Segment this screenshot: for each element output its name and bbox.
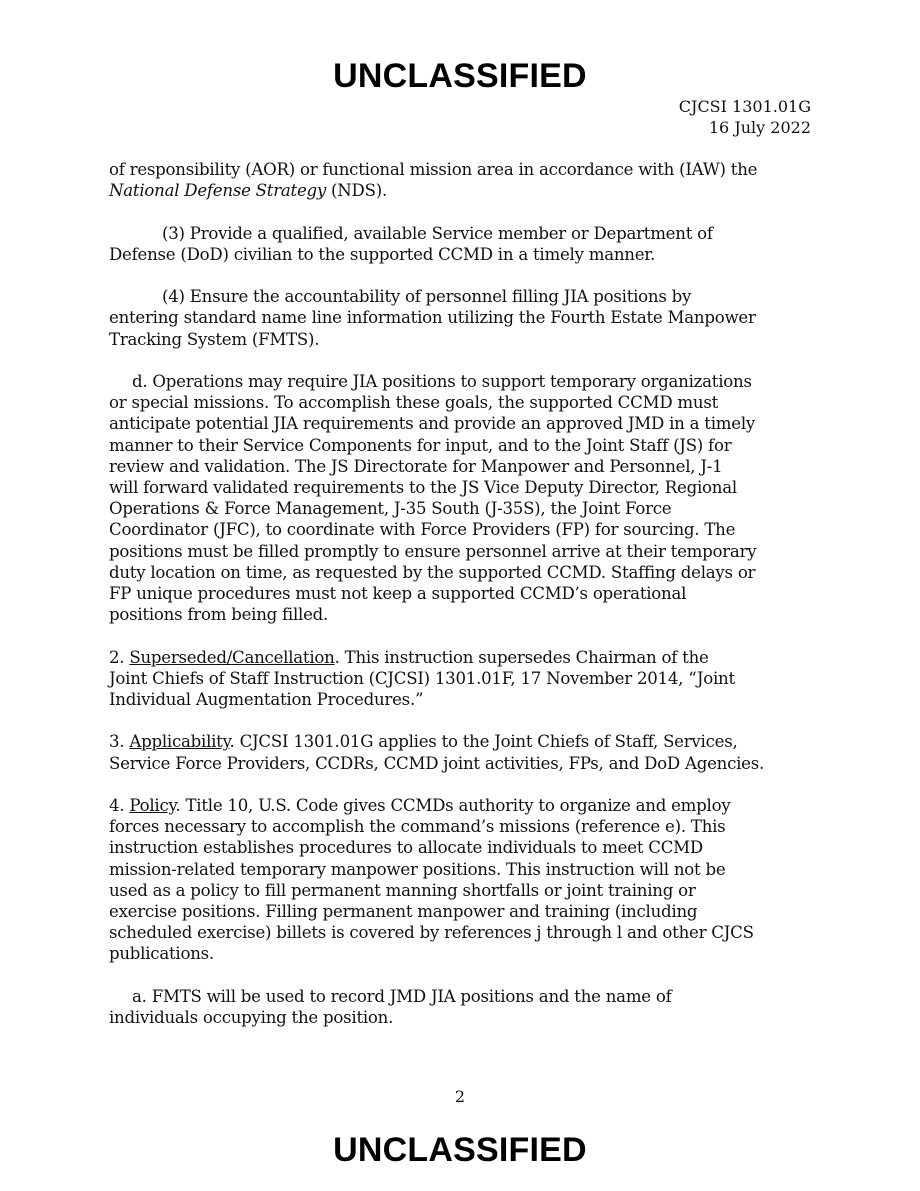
text-line: duty location on time, as requested by the supported CCMD. Staffing delays or [109,562,756,582]
text-line: (3) Provide a qualified, available Service member or Department of [162,223,713,243]
section-heading: Applicability [129,732,230,752]
text-line: positions must be filled promptly to ensure personnel arrive at their temporary [109,541,757,561]
paragraph-continuation [109,159,815,201]
text-fragment: . Title 10, U.S. Code gives CCMDs authority to organize and employ [175,796,731,815]
text-line: manner to their Service Components for input, and to the Joint Staff (JS) for [109,435,732,455]
text-line [109,795,815,816]
section-3-applicability [109,731,815,773]
text-line: will forward validated requirements to the JS Vice Deputy Director, Regional [109,478,737,497]
text-line: anticipate potential JIA requirements and provide an approved JMD in a timely [109,414,756,434]
text-line: publications. [109,944,214,964]
text-line: d. Operations may require JIA positions to support temporary organizations [132,371,752,391]
text-line: Defense (DoD) civilian to the supported CCMD in a timely manner. [109,244,656,264]
text-line: Tracking System (FMTS). [109,329,320,349]
text-line: forces necessary to accomplish the command’s missions (reference e). This [109,817,726,837]
text-line: a. FMTS will be used to record JMD JIA positions and the name of [132,986,672,1006]
text-line [109,647,815,668]
text-line: (4) Ensure the accountability of personnel filling JIA positions by [162,287,692,307]
text-line: scheduled exercise) billets is covered by references j through l and other CJCS [109,923,754,943]
text-line: FP unique procedures must not keep a supported CCMD’s operational [109,584,687,604]
text-line: Operations & Force Management, J-35 South (J-35S), the Joint Force [109,499,672,519]
text-line: used as a policy to fill permanent manning shortfalls or joint training or [109,880,696,900]
nds-title: National Defense Strategy [109,181,327,201]
text-line: Individual Augmentation Procedures.” [109,690,424,710]
paragraph-item-4 [109,286,815,350]
text-fragment: . CJCSI 1301.01G applies to the Joint Chiefs of Staff, Services, [229,732,738,752]
section-number: 4. [109,796,130,815]
text-line: of responsibility (AOR) or functional mission area in accordance with (IAW) the [109,160,758,179]
section-heading: Superseded/Cancellation [129,647,335,667]
text-line [109,731,815,752]
text-line: entering standard name line information utilizing the Fourth Estate Manpower [109,308,756,328]
text-line: Joint Chiefs of Staff Instruction (CJCSI) 1301.01F, 17 November 2014, “Joint [109,668,735,688]
text-line: individuals occupying the position. [109,1008,394,1028]
page-number: 2 [454,1087,466,1106]
text-line: Service Force Providers, CCDRs, CCMD joint activities, FPs, and DoD Agencies. [109,753,765,773]
text-line [109,180,815,201]
section-2-superseded [109,647,815,711]
classification-banner-top: UNCLASSIFIED [333,57,587,95]
document-date: 16 July 2022 [708,118,811,138]
section-heading: Policy [129,796,176,815]
document-number: CJCSI 1301.01G [678,97,811,116]
document-body [109,159,815,1049]
paragraph-d [109,371,815,625]
text-line: positions from being filled. [109,605,329,625]
section-4-policy [109,795,815,965]
section-number: 3. [109,732,130,752]
text-fragment: . This instruction supersedes Chairman of the [334,647,709,667]
text-line: or special missions. To accomplish these goals, the supported CCMD must [109,393,719,413]
text-line: instruction establishes procedures to allocate individuals to meet CCMD [109,838,703,858]
text-line: review and validation. The JS Directorate for Manpower and Personnel, J-1 [109,456,723,476]
text-line: mission-related temporary manpower positions. This instruction will not be [109,859,726,879]
text-fragment: (NDS). [326,181,387,201]
document-header [679,96,811,138]
classification-banner-bottom: UNCLASSIFIED [333,1131,587,1169]
paragraph-item-3 [109,223,815,265]
text-line: Coordinator (JFC), to coordinate with Force Providers (FP) for sourcing. The [109,520,736,540]
text-line: exercise positions. Filling permanent manpower and training (including [109,902,698,922]
paragraph-4a [109,986,815,1028]
section-number: 2. [109,647,130,667]
